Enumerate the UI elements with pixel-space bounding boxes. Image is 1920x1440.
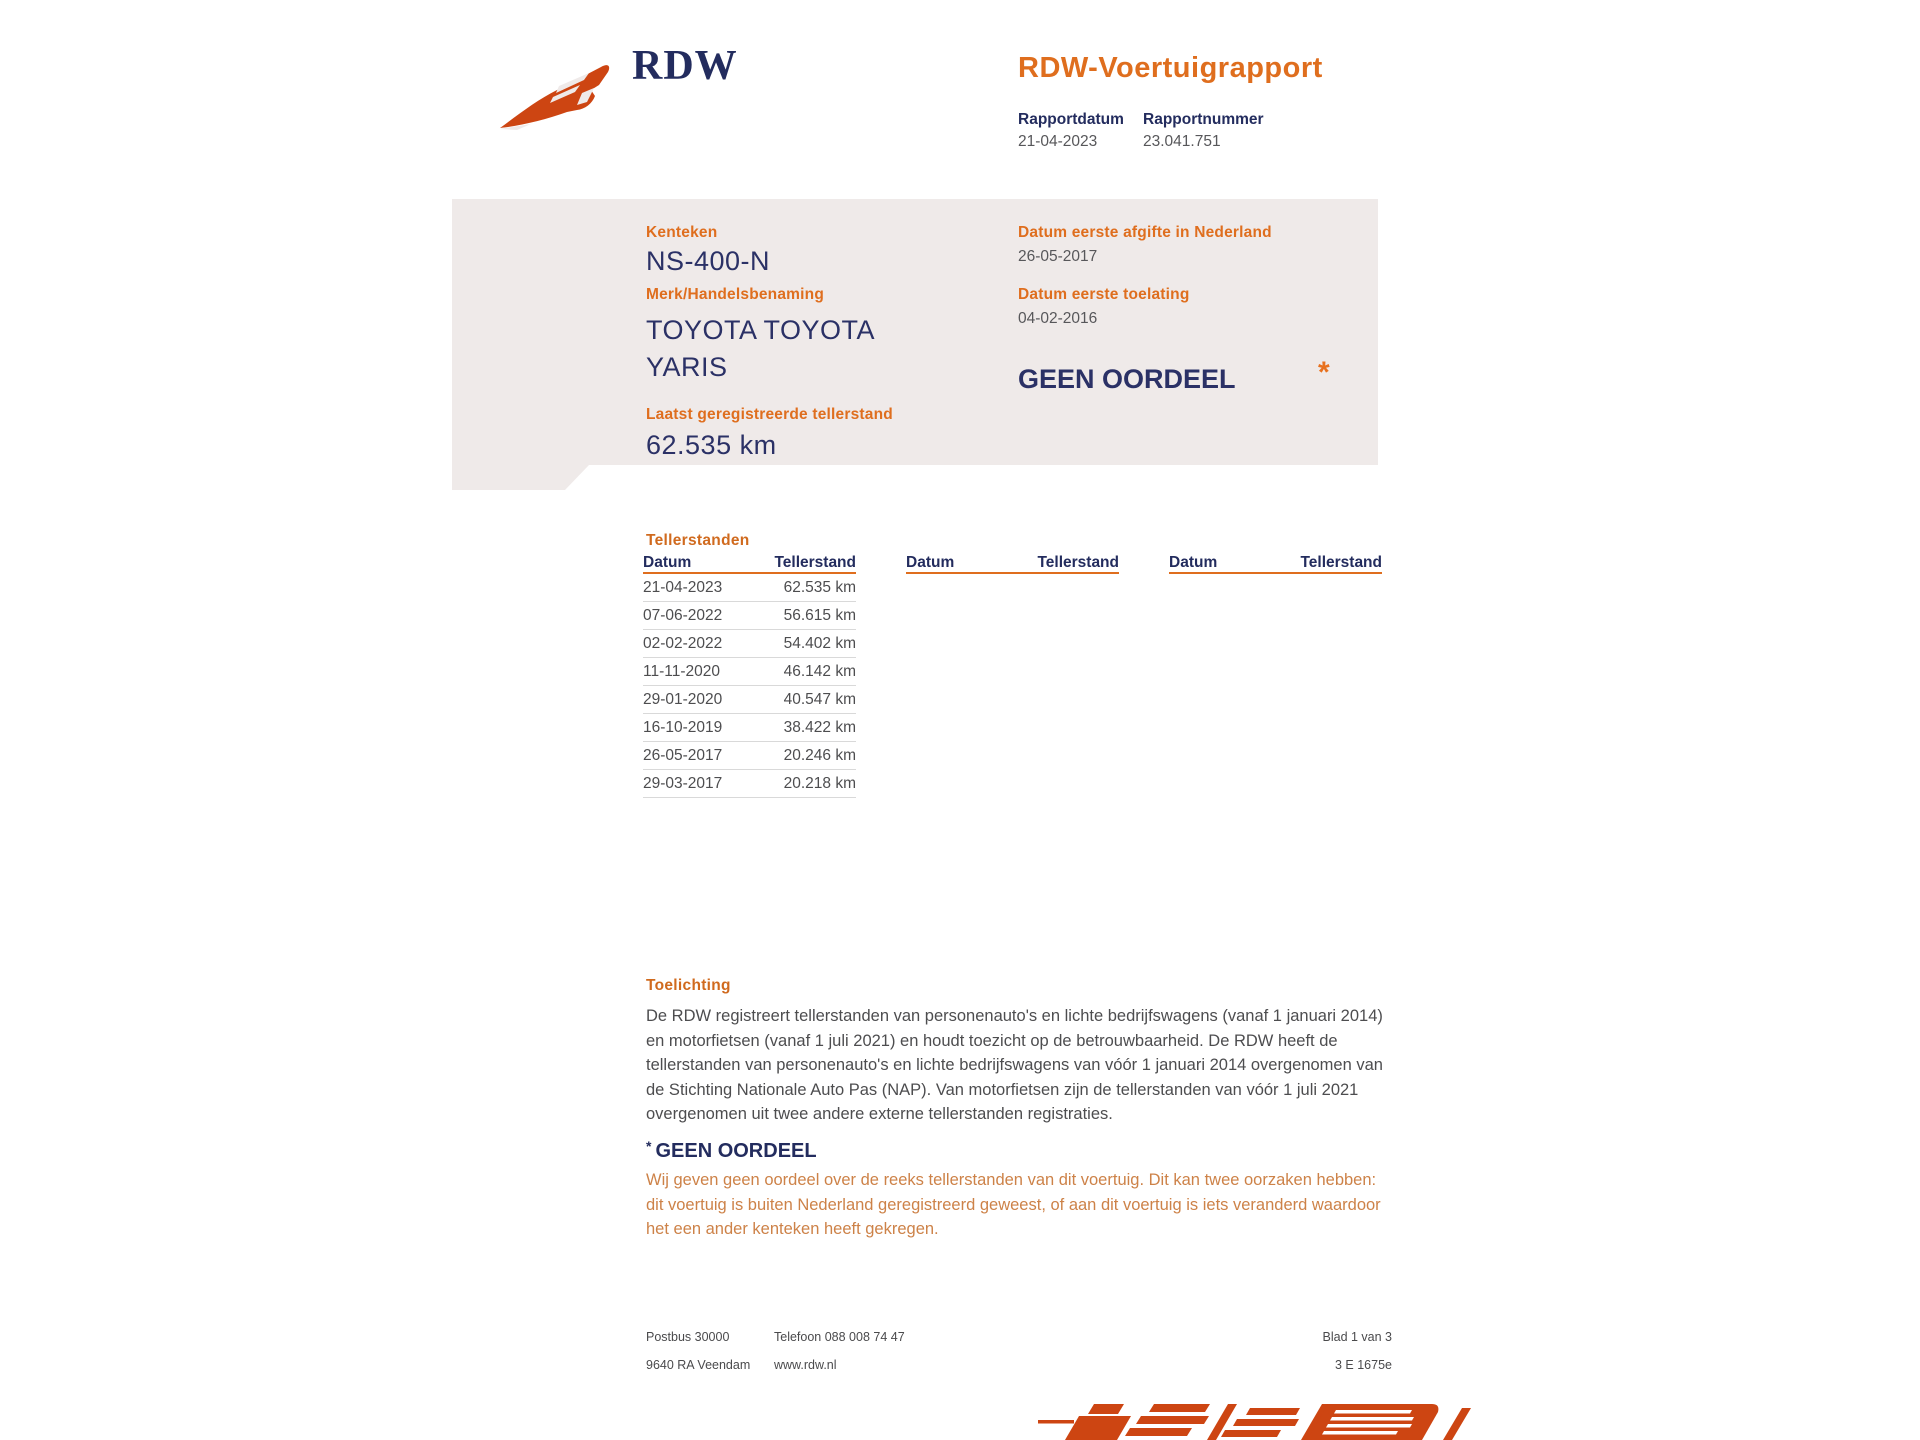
rdw-flag-logo-icon [497,52,617,132]
geen-oordeel-note-text: Wij geven geen oordeel over de reeks tellerstanden van dit voertuig. Dit kan twee oorzaken hebben: dit voertuig is buiten Nederland geregistreerd geweest, of aan dit voertuig is iets veranderd waardoor het een ander kenteken heeft gekregen. [646,1171,1381,1238]
geen-oordeel-heading [646,1138,817,1163]
row-datum: 29-01-2020 [643,690,723,708]
merk-label: Merk/Handelsbenaming [646,286,824,303]
col-header-datum: Datum [643,554,692,571]
row-tellerstand: 56.615 km [783,606,856,624]
footer-website: www.rdw.nl [774,1358,837,1372]
table-row [643,686,856,714]
row-tellerstand: 62.535 km [783,578,856,596]
kenteken-value: NS-400-N [646,246,771,276]
footer-form-code: 3 E 1675e [1335,1358,1392,1372]
footer-page-number: Blad 1 van 3 [1322,1330,1392,1344]
asterisk-icon: * [646,1138,652,1154]
col-header-datum: Datum [906,554,955,571]
toelichting-body-text: De RDW registreert tellerstanden van personenauto's en lichte bedrijfswagens (vanaf 1 januari 2014) en motorfietsen (vanaf 1 juli 2021) en houdt toezicht op de betrouwbaarheid. De RDW heeft de tellerstanden van personenauto's en lichte bedrijfswagens van vóór 1 januari 2014 overgenomen van de Stichting Nationale Auto Pas (NAP). Van motorfietsen zijn de tellerstanden van vóór 1 juli 2021 overgenomen uit twee andere externe tellerstanden registraties. [646,1007,1383,1123]
verdict-text: GEEN OORDEEL [1018,364,1236,394]
row-tellerstand: 40.547 km [783,690,856,708]
first-issue-nl-value: 26-05-2017 [1018,248,1098,265]
row-datum: 16-10-2019 [643,718,723,736]
row-tellerstand: 20.246 km [783,746,856,764]
table-row [643,742,856,770]
table-row [643,602,856,630]
kenteken-label: Kenteken [646,224,718,241]
row-tellerstand: 54.402 km [783,634,856,652]
report-date-value: 21-04-2023 [1018,133,1098,150]
col-header-tellerstand: Tellerstand [774,554,856,571]
col-header-datum: Datum [1169,554,1218,571]
rdw-logo-text: RDW [632,43,738,89]
table-header [643,552,856,574]
table-header [906,552,1119,574]
merk-value: TOYOTA TOYOTA YARIS [646,315,874,382]
col-header-tellerstand: Tellerstand [1037,554,1119,571]
odometer-label: Laatst geregistreerde tellerstand [646,406,893,423]
odometer-table-column-1 [643,552,856,798]
geen-oordeel-heading-text: GEEN OORDEEL [655,1140,817,1162]
table-row [643,658,856,686]
row-datum: 29-03-2017 [643,774,723,792]
table-row [643,714,856,742]
footer-address-line1: Postbus 30000 [646,1330,730,1344]
first-admission-label: Datum eerste toelating [1018,286,1190,303]
row-datum: 02-02-2022 [643,634,723,652]
odometer-table-column-3 [1169,552,1382,574]
table-row [643,630,856,658]
footer-address-line2: 9640 RA Veendam [646,1358,751,1372]
report-number-label: Rapportnummer [1143,111,1264,128]
toelichting-section-title: Toelichting [646,977,731,994]
odometer-value: 62.535 km [646,430,777,460]
asterisk-icon: * [1318,356,1330,389]
report-number-value: 23.041.751 [1143,133,1221,150]
first-issue-nl-label: Datum eerste afgifte in Nederland [1018,224,1272,241]
row-datum: 07-06-2022 [643,606,723,624]
footer-phone: Telefoon 088 008 74 47 [774,1330,905,1344]
col-header-tellerstand: Tellerstand [1300,554,1382,571]
rdw-flag-stripes-graphic [1036,1404,1476,1440]
page-title: RDW-Voertuigrapport [1018,52,1323,84]
row-datum: 26-05-2017 [643,746,723,764]
row-datum: 21-04-2023 [643,578,723,596]
row-datum: 11-11-2020 [643,662,720,680]
report-date-label: Rapportdatum [1018,111,1124,128]
row-tellerstand: 20.218 km [783,774,856,792]
odometer-table-column-2 [906,552,1119,574]
tellerstanden-section-title: Tellerstanden [646,532,750,549]
table-header [1169,552,1382,574]
table-row [643,574,856,602]
row-tellerstand: 38.422 km [783,718,856,736]
row-tellerstand: 46.142 km [783,662,856,680]
first-admission-value: 04-02-2016 [1018,310,1098,327]
table-row [643,770,856,798]
